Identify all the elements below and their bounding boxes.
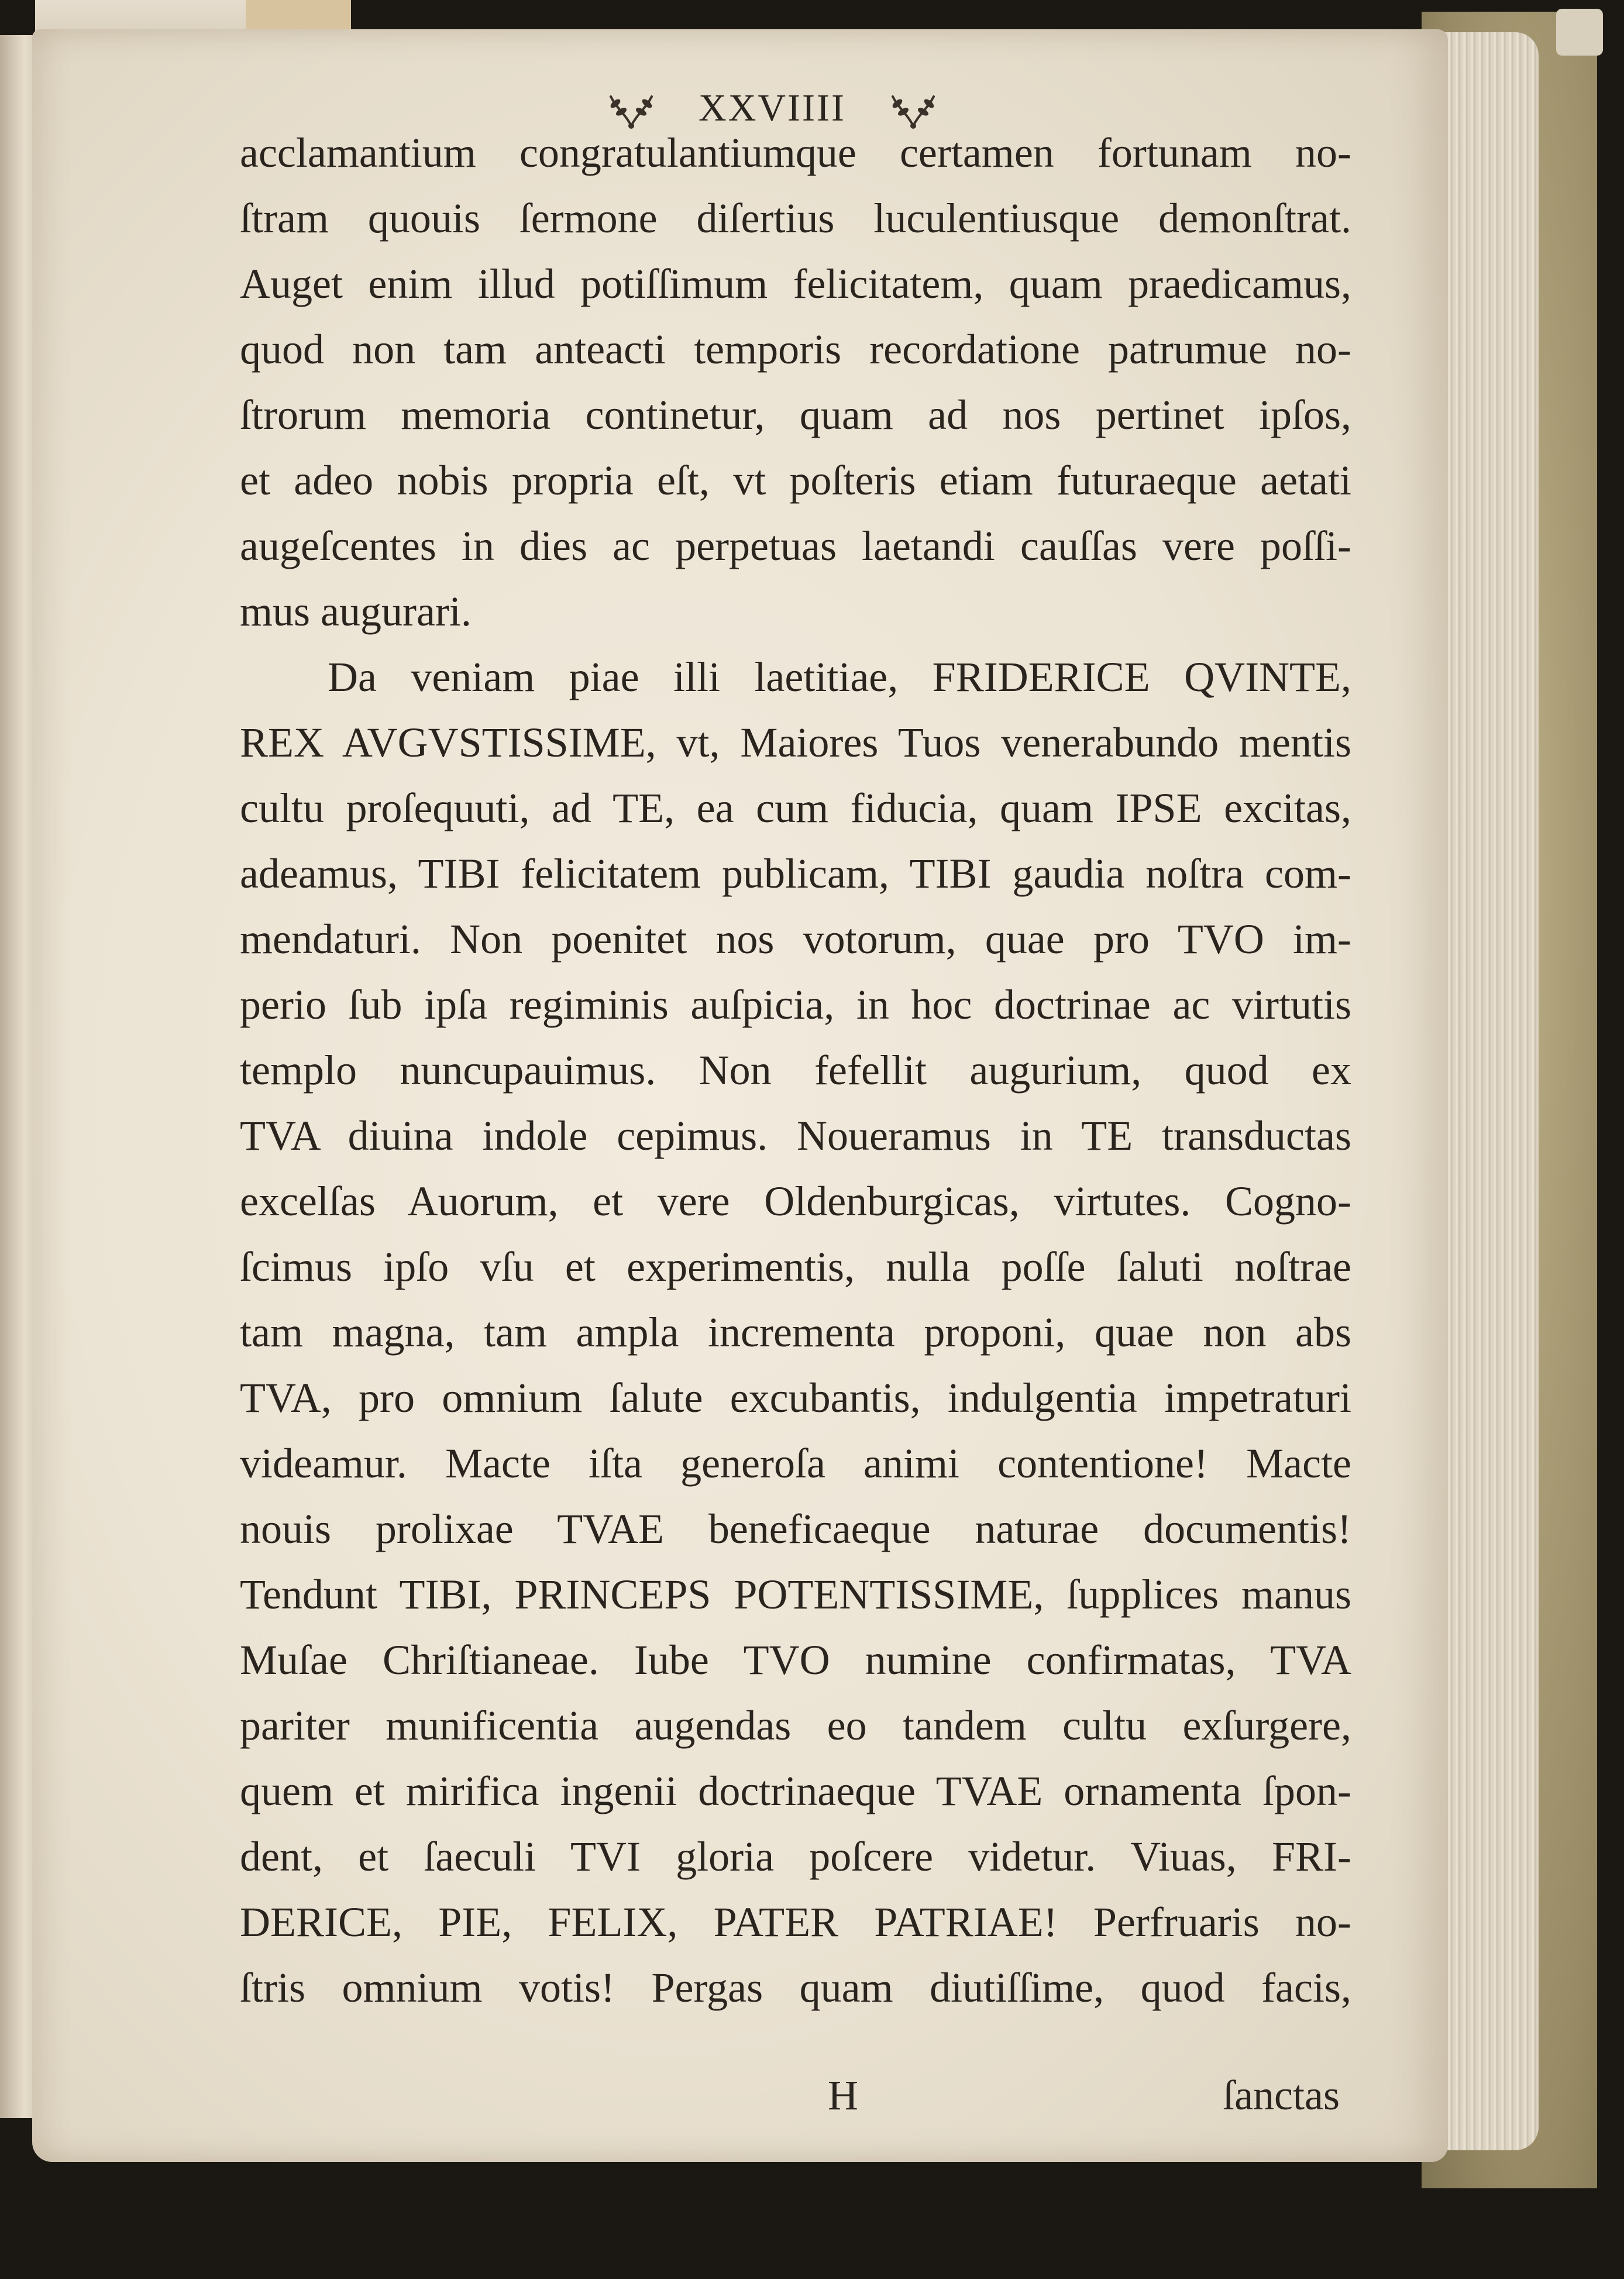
text-line: Tendunt TIBI, PRINCEPS POTENTISSIME, ſupplices manus [240, 1571, 1351, 1618]
text-line: ſtram quouis ſermone diſertius luculentiusque demonſtrat. [240, 195, 1351, 242]
text-line: mendaturi. Non poenitet nos votorum, quae pro TVO im- [240, 916, 1351, 963]
text-line: Muſae Chriſtianeae. Iube TVO numine confirmatas, TVA [240, 1637, 1351, 1683]
text-line: DERICE, PIE, FELIX, PATER PATRIAE! Perfruaris no- [240, 1899, 1351, 1945]
text-line: ſcimus ipſo vſu et experimentis, nulla poſſe ſaluti noſtrae [240, 1243, 1351, 1290]
text-line: TVA diuina indole cepimus. Noueramus in TE transductas [240, 1112, 1351, 1159]
text-line: dent, et ſaeculi TVI gloria poſcere videtur. Viuas, FRI- [240, 1833, 1351, 1880]
text-line: videamur. Macte iſta generoſa animi contentione! Macte [240, 1440, 1351, 1487]
text-line: Auget enim illud potiſſimum felicitatem, quam praedicamus, [240, 260, 1351, 307]
cover-corner [1556, 9, 1603, 56]
text-line: quod non tam anteacti temporis recordatione patrumue no- [240, 326, 1351, 373]
page-footer [240, 2071, 1340, 2136]
text-line: TVA, pro omnium ſalute excubantis, indulgentia impetraturi [240, 1374, 1351, 1421]
text-line: mus augurari. [240, 588, 472, 635]
text-line: ſtris omnium votis! Pergas quam diutiſſime, quod facis, [240, 1964, 1351, 2011]
page-number: XXVIIII [699, 87, 846, 129]
text-line: REX AVGVSTISSIME, vt, Maiores Tuos venerabundo mentis [240, 719, 1351, 766]
text-line: perio ſub ipſa regiminis auſpicia, in hoc doctrinae ac virtutis [240, 981, 1351, 1028]
catchword: ſanctas [1223, 2072, 1340, 2119]
text-line: augeſcentes in dies ac perpetuas laetandi cauſſas vere poſſi- [240, 523, 1351, 569]
text-line: acclamantium congratulantiumque certamen fortunam no- [240, 129, 1351, 176]
text-line: tam magna, tam ampla incrementa proponi, quae non abs [240, 1309, 1351, 1356]
text-line: et adeo nobis propria eſt, vt poſteris etiam futuraeque aetati [240, 457, 1351, 504]
text-line: Da veniam piae illi laetitiae, FRIDERICE QVINTE, [328, 654, 1351, 700]
text-line: nouis prolixae TVAE beneficaeque naturae documentis! [240, 1505, 1351, 1552]
text-line: ſtrorum memoria continetur, quam ad nos pertinet ipſos, [240, 391, 1351, 438]
signature-mark: H [828, 2072, 858, 2119]
text-line: adeamus, TIBI felicitatem publicam, TIBI gaudia noſtra com- [240, 850, 1351, 897]
text-line: excelſas Auorum, et vere Oldenburgicas, virtutes. Cogno- [240, 1178, 1351, 1225]
text-line: cultu proſequuti, ad TE, ea cum fiducia, quam IPSE excitas, [240, 785, 1351, 831]
text-line: pariter munificentia augendas eo tandem cultu exſurgere, [240, 1702, 1351, 1749]
body-text [240, 120, 1351, 2020]
text-line: templo nuncupauimus. Non fefellit augurium, quod ex [240, 1047, 1351, 1094]
text-line: quem et mirifica ingenii doctrinaeque TVAE ornamenta ſpon- [240, 1768, 1351, 1814]
